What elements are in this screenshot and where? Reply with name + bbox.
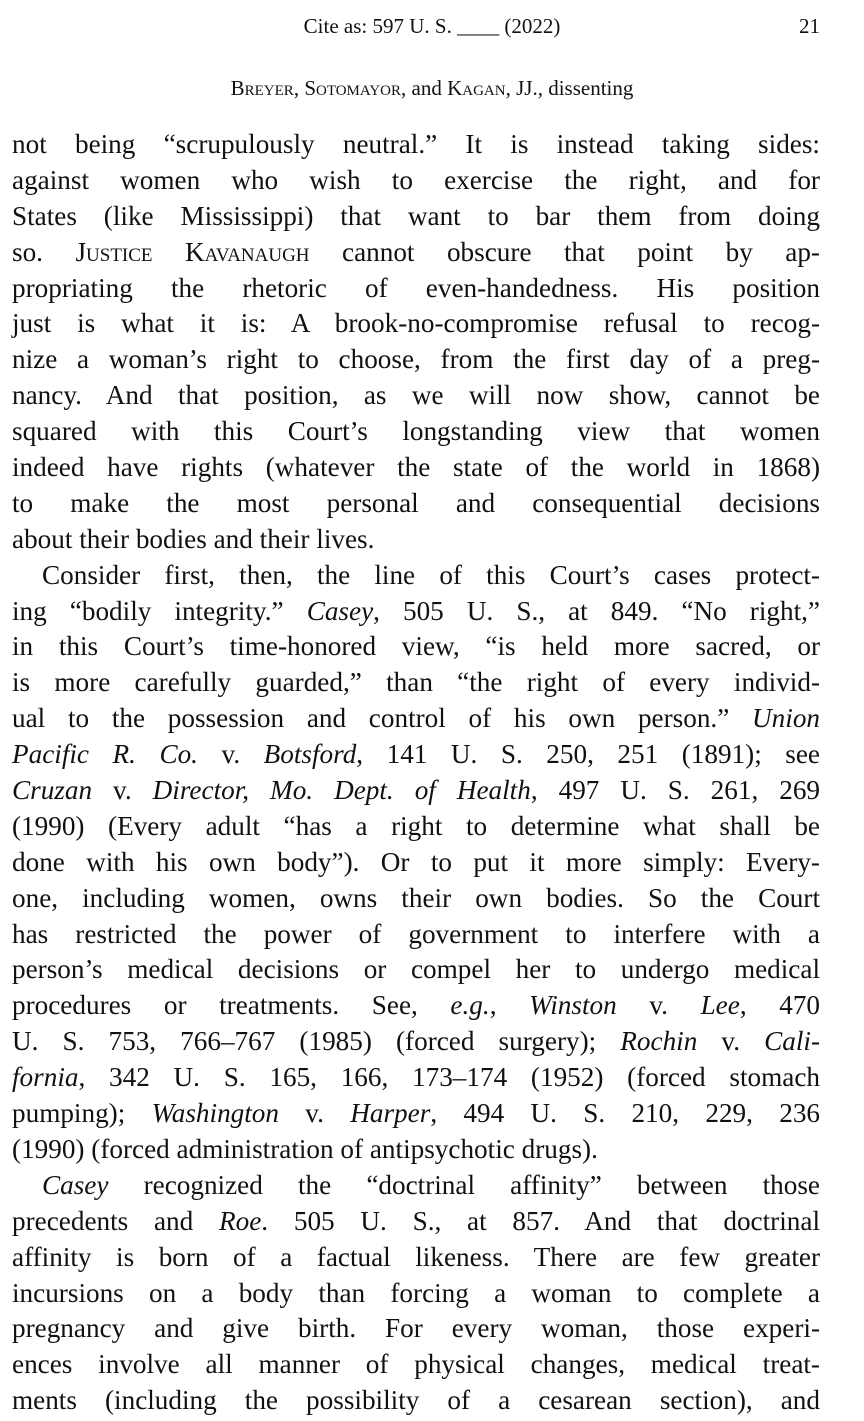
citation-line: Cite as: 597 U. S. ____ (2022) [303, 14, 561, 38]
dissent-label: , JJ., dissenting [505, 76, 634, 100]
text-line [12, 809, 820, 845]
text-line [12, 1024, 820, 1060]
text-line [12, 952, 820, 988]
text-line [12, 1060, 820, 1096]
text-segment: (1990) (Every adult “has a right to determine what shall be [12, 810, 820, 841]
text-segment: , 141 U. S. 250, 251 (1891); see [356, 739, 820, 770]
separator-text: , [293, 76, 305, 100]
text-segment: is more carefully guarded,” than “the right of every individ- [12, 667, 820, 698]
text-segment: done with his own body”). Or to put it more simply: Every- [12, 846, 820, 877]
text-segment: in this Court’s time-honored view, “is held more sacred, or [12, 631, 820, 662]
text-segment: so. [12, 236, 76, 267]
case-name-italic: Botsford [263, 739, 357, 770]
text-segment: nancy. And that position, as we will now show, cannot be [12, 380, 820, 411]
text-line [12, 486, 820, 522]
text-segment: v. [279, 1098, 351, 1129]
text-line [12, 1383, 820, 1419]
separator-text: , and [401, 76, 448, 100]
page-header [0, 14, 864, 42]
text-segment: propriating the rhetoric of even-handedness. His position [12, 272, 820, 303]
text-line [12, 1132, 820, 1168]
text-segment: recognized the “doctrinal affinity” between those [108, 1169, 820, 1200]
text-segment: , 497 U. S. 261, 269 [530, 775, 821, 806]
text-segment: v. [197, 739, 264, 770]
text-segment: to make the most personal and consequential decisions [12, 487, 820, 518]
text-line [12, 1347, 820, 1383]
case-name-italic: Pacific R. Co. [12, 739, 198, 770]
case-name-italic: Union [752, 703, 820, 734]
justice-name: Sotomayor [304, 76, 402, 100]
text-line [12, 629, 820, 665]
text-segment: person’s medical decisions or compel her to undergo medical [12, 954, 820, 985]
text-segment: just is what it is: A brook-no-compromise refusal to recog- [12, 308, 820, 339]
text-line [12, 1311, 820, 1347]
opinion-body [12, 127, 820, 1419]
text-line [12, 199, 820, 235]
text-segment: about their bodies and their lives. [12, 523, 375, 554]
text-line [12, 845, 820, 881]
text-segment: nize a woman’s right to choose, from the first day of a preg- [12, 344, 820, 375]
case-name-italic: Rochin [620, 1026, 698, 1057]
text-line [12, 522, 820, 558]
justice-reference: Justice Kavanaugh [75, 236, 310, 267]
text-line [12, 378, 820, 414]
case-name-italic: Cali- [764, 1026, 820, 1057]
text-line [12, 881, 820, 917]
case-name-italic: Casey [42, 1169, 109, 1200]
text-segment: ences involve all manner of physical changes, medical treat- [12, 1349, 820, 1380]
text-segment: v. [697, 1026, 765, 1057]
text-segment: , 342 U. S. 165, 166, 173–174 (1952) (forced stomach [78, 1062, 820, 1093]
text-segment: v. [92, 775, 153, 806]
text-segment: procedures or treatments. See, [12, 990, 451, 1021]
text-segment: not being “scrupulously neutral.” It is instead taking sides: [12, 129, 820, 159]
text-line [12, 414, 820, 450]
case-name-italic: e.g. [450, 990, 490, 1021]
text-segment: precedents and [12, 1205, 220, 1236]
case-name-italic: Cruzan [12, 775, 93, 806]
text-line [12, 1240, 820, 1276]
text-line [12, 163, 820, 199]
text-segment: indeed have rights (whatever the state of the world in 1868) [12, 452, 820, 483]
justice-name: Breyer [230, 76, 294, 100]
case-name-italic: Washington [151, 1098, 279, 1129]
text-line [12, 558, 820, 594]
text-segment: pumping); [12, 1098, 152, 1129]
case-name-italic: Lee [700, 990, 740, 1021]
text-segment: , 470 [739, 990, 821, 1021]
case-name-italic: Winston [529, 990, 617, 1021]
text-line [12, 450, 820, 486]
text-line [12, 1168, 820, 1204]
text-line [12, 988, 820, 1024]
text-segment: . 505 U. S., at 857. And that doctrinal [261, 1205, 820, 1236]
text-segment: squared with this Court’s longstanding view that women [12, 416, 820, 447]
text-line [12, 306, 820, 342]
text-line [12, 342, 820, 378]
text-line [12, 235, 820, 271]
text-line [12, 1096, 820, 1132]
text-segment: U. S. 753, 766–767 (1985) (forced surgery); [12, 1026, 621, 1057]
text-segment: cannot obscure that point by ap- [309, 236, 820, 267]
text-segment: ments (including the possibility of a cesarean section), and [12, 1385, 820, 1416]
case-name-italic: fornia [12, 1062, 79, 1093]
text-line [12, 127, 820, 163]
text-segment: Consider first, then, the line of this Court’s cases protect- [42, 559, 820, 590]
text-segment: v. [616, 990, 701, 1021]
text-segment: has restricted the power of government to interfere with a [12, 918, 820, 949]
page-number: 21 [799, 14, 820, 38]
opinion-subheader [0, 76, 864, 101]
text-line [12, 1204, 820, 1240]
text-line [12, 737, 820, 773]
text-segment: one, including women, owns their own bodies. So the Court [12, 882, 820, 913]
text-segment: , 505 U. S., at 849. “No right,” [373, 595, 820, 626]
case-name-italic: Director, Mo. Dept. of Health [152, 775, 531, 806]
text-line [12, 1276, 820, 1312]
text-segment: (1990) (forced administration of antipsychotic drugs). [12, 1133, 598, 1164]
case-name-italic: Casey [306, 595, 374, 626]
text-segment: , 494 U. S. 210, 229, 236 [430, 1098, 821, 1129]
text-line [12, 701, 820, 737]
text-segment: affinity is born of a factual likeness. There are few greater [12, 1241, 820, 1272]
case-name-italic: Roe [219, 1205, 262, 1236]
text-segment: , [489, 990, 530, 1021]
text-segment: incursions on a body than forcing a woman to complete a [12, 1277, 820, 1308]
case-name-italic: Harper [350, 1098, 431, 1129]
text-line [12, 773, 820, 809]
text-segment: ual to the possession and control of his own person.” [12, 703, 753, 734]
text-line [12, 665, 820, 701]
text-line [12, 271, 820, 307]
text-segment: States (like Mississippi) that want to bar them from doing [12, 200, 820, 231]
text-line [12, 594, 820, 630]
text-segment: against women who wish to exercise the right, and for [12, 164, 820, 195]
text-segment: pregnancy and give birth. For every woman, those experi- [12, 1313, 820, 1344]
justice-name: Kagan [447, 76, 506, 100]
text-line [12, 917, 820, 953]
text-segment: ing “bodily integrity.” [12, 595, 307, 626]
